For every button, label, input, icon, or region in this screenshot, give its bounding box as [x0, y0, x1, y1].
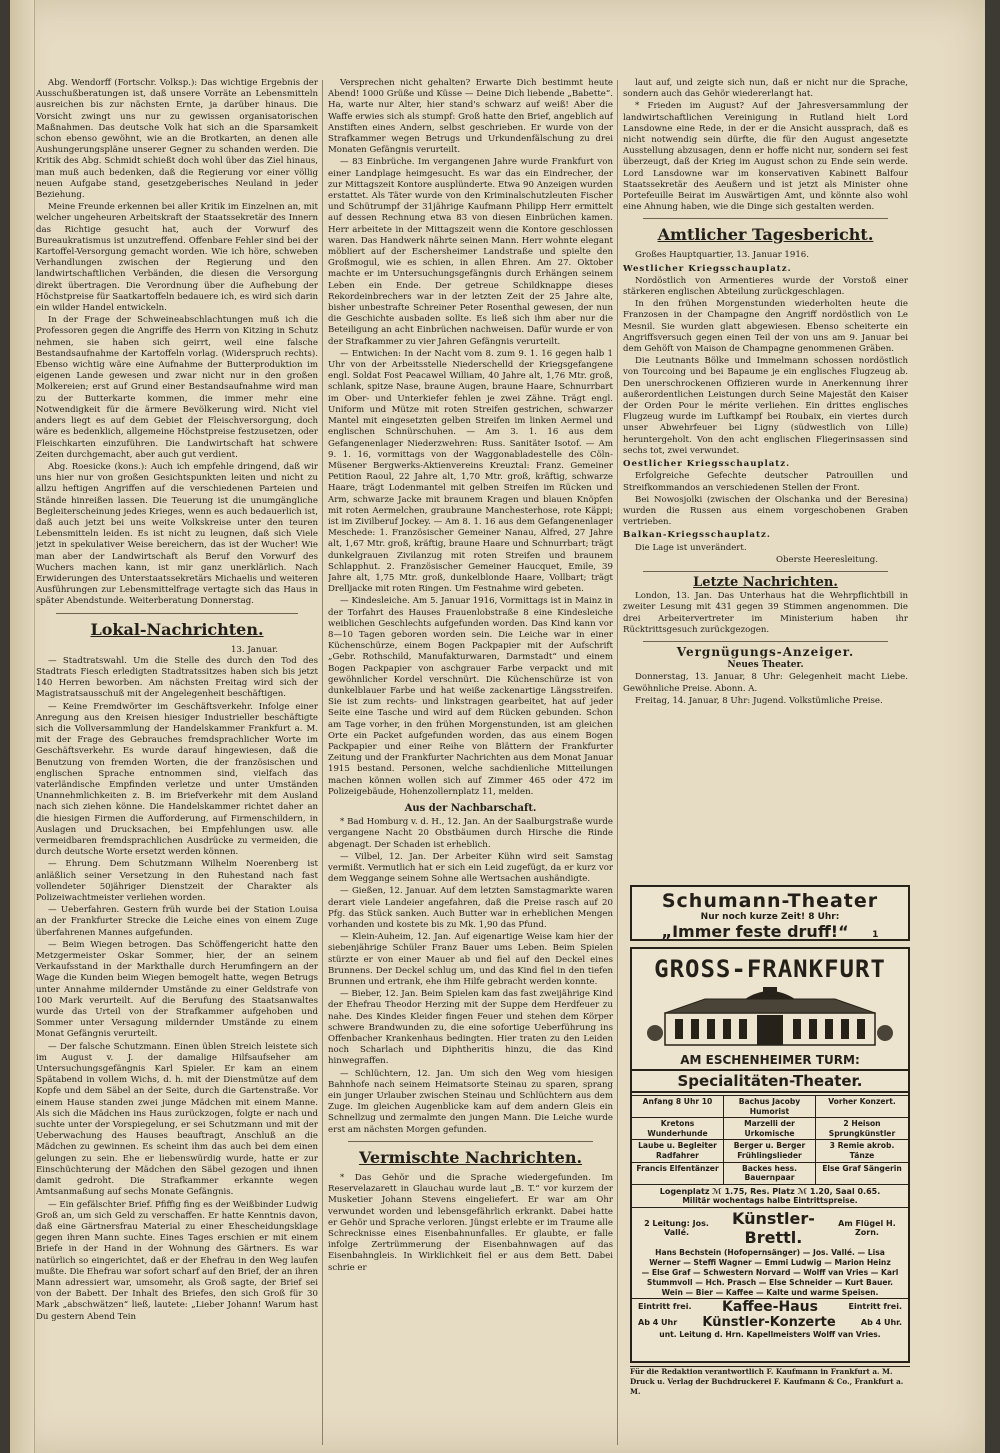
- news-item: — Bieber, 12. Jan. Beim Spielen kam das fast zweijährige Kind der Ehefrau Theodor Herzing mit der Suppe dem Herdfeuer zu nahe. Des Kindes Kleider fingen Feuer und stehen dem Körper schwere Brandwunden zu, die eine sofortige Ueberführung ins Offenbacher Krankenhaus bedingten. Hier traten zu den Leiden noch Scharlach und Diphtheritis hinzu, die das Kind hinwegraffen.: [328, 989, 613, 1067]
- news-item: — Vilbel, 12. Jan. Der Arbeiter Kühn wird seit Samstag vermißt. Vermutlich hat er sich ein Leid zugefügt, da er kurz vor dem Weggange seinem Sohne alle Wertsachen aushändigte.: [328, 851, 613, 885]
- ad-number: 1: [872, 930, 879, 940]
- price-list: [632, 1185, 908, 1208]
- news-item: — Gießen, 12. Januar. Auf dem letzten Samstagmarkte waren derart viele Landeier angefahren, daß die Preise rasch auf 20 Pfg. das Stück sanken. Auch Butter war in erheblichen Mengen vorhanden und kostete bis zu Mk. 1,90 das Pfund.: [328, 886, 613, 931]
- section-heading-tagesbericht: Amtlicher Tagesbericht.: [657, 225, 874, 245]
- news-item: — Keine Fremdwörter im Geschäftsverkehr. Infolge einer Anregung aus den Kreisen hiesiger Industrieller beschäftigte sich die Vollversammlung der Handelskammer Frankfurt a. M. mit der Frage des Gebrauches fremdsprachlicher Worte im Geschäftsverkehr. Es wurde darauf hingewiesen, daß die Benutzung von fremden Worten, die der französischen und englischen Sprache entnommen sind, vielfach das vaterländische Empfinden verletze und unter Umständen Unannehmlichkeiten z. B. im Briefverkehr mit dem Ausland nach sich ziehen könne. Die Handelskammer richtet daher an die hiesigen Firmen die Aufforderung, auf Firmenschildern, in Auslagen und Drucksachen, bei Empfehlungen usw. alle vermeidbaren fremdsprachlichen Ausdrücke zu vermeiden, die durch deutsche Worte ersetzt werden können.: [36, 701, 318, 858]
- program-cell: Vorher Konzert.: [816, 1095, 908, 1117]
- section-heading-nachbarschaft: Aus der Nachbarschaft.: [404, 803, 537, 814]
- kaffee-entry: Eintritt frei.: [848, 1302, 902, 1312]
- section-heading-vermischte: Vermischte Nachrichten.: [358, 1147, 583, 1167]
- ad-show-name: „Immer feste druff!“: [661, 922, 849, 941]
- konzerte-time: Ab 4 Uhr: [638, 1317, 678, 1327]
- report-paragraph: In den frühen Morgenstunden wiederholten heute die Franzosen in der Champagne den Angriff nordöstlich von Le Mesnil. Sie wurden glatt abgewiesen. Ebenso scheiterte ein Angriffsversuch gegen einen Teil der von uns am 9. Januar bei dem Gehöft von Maison de Champagne genommenen Gräben.: [623, 299, 908, 355]
- kuenstler-brettl-row: [632, 1208, 908, 1248]
- program-cell: Else Graf Sängerin: [816, 1162, 908, 1184]
- divider: [643, 218, 888, 219]
- program-grid: [632, 1095, 908, 1185]
- menu-line: Wein — Bier — Kaffee — Kalte und warme Speisen.: [661, 1287, 879, 1297]
- column-left: [36, 78, 318, 1450]
- report-paragraph: Nordöstlich von Armentieres wurde der Vorstoß einer stärkeren englischen Abteilung zurückgeschlagen.: [623, 275, 908, 298]
- news-item: — Klein-Auheim, 12. Jan. Auf eigenartige Weise kam hier der siebenjährige Schüler Franz Bauer ums Leben. Beim Spielen stürzte er von einer Mauer ab und fiel auf den Deckel eines Brunnens. Der Deckel schlug um, und das Kind fiel in den tiefen Brunnen und ertrank, ehe ihm Hilfe gebracht werden konnte.: [328, 932, 613, 988]
- kaffee-haus-row: [632, 1298, 908, 1315]
- ad-title: GROSS-FRANKFURT: [654, 955, 886, 983]
- news-item: * Das Gehör und die Sprache wiedergefunden. Im Reservelazarett in Glauchau wurde laut „B. T.“ vor kurzem der Musketier Johann Stevens eingeliefert. Er war am Ohr verwundet worden und lebensgefährlich erkrankt. Dabei hatte er Gehör und Sprache verloren. Jüngst erlebte er im Traume alle Schrecknisse eines Eisenbahnunfalles. Er glaubte, er falle infolge Zertrümmerung der Eisenbahnwagen auf das Eisenbahngleis. In Wirklichkeit fiel er aus dem Bett. Dabei schrie er: [328, 1172, 613, 1273]
- theater-heading: Neues Theater.: [727, 660, 804, 671]
- performer-line: Werner — Steffi Wagner — Emmi Ludwig — Marion Heinz: [649, 1257, 891, 1267]
- binding-edge: [10, 0, 35, 1453]
- program-cell: Marzelli der Urkomische: [724, 1117, 816, 1139]
- article-paragraph: Meine Freunde erkennen bei aller Kritik im Einzelnen an, mit welcher ungeheuren Arbeitskraft der Staatssekretär des Innern das Richtige gesucht hat, auch der Vorwurf des Bureaukratismus ist unzutreffend. Offenbare Fehler sind bei der Kartoffel-Versorgung gemacht worden. Wie ich höre, schweben Verhandlungen zwischen der Regierung und den landwirtschaftlichen Verbänden, die diesen die Versorgung direkt übertragen. Die Verordnung über die Aufhebung der Höchstpreise für Saatkartoffeln bedauere ich, es wird sich darin ein wilder Handel entwickeln.: [36, 202, 318, 314]
- kaffee-title: Kaffee-Haus: [722, 1298, 818, 1315]
- military-note: Militär wochentags halbe Eintrittspreise.: [682, 1195, 858, 1205]
- column-middle: [328, 78, 613, 1450]
- imprint-line: Für die Redaktion verantwortlich F. Kaufmann in Frankfurt a. M.: [630, 1367, 893, 1376]
- performer-line: Hans Bechstein (Hofopernsänger) — Jos. Vallé. — Lisa: [655, 1247, 885, 1257]
- news-item: laut auf, und zeigte sich nun, daß er nicht nur die Sprache, sondern auch das Gehör wiedererlangt hat.: [623, 78, 908, 100]
- advertisement-schumann: [630, 885, 910, 941]
- article-paragraph: Abg. Wendorff (Fortschr. Volksp.): Das wichtige Ergebnis der Ausschußberatungen ist, daß unsere Vorräte an Lebensmitteln ausreichen bis zur nächsten Ernte, ja darüber hinaus. Die Vorsicht zwingt uns nur zu gewissen organisatorischen Maßnahmen. Das deutsche Volk hat sich an die Sparsamkeit schon ebenso gewöhnt, wie an die Brotkarten, an denen alle Aushungerungspläne unserer Gegner zu schanden werden. Die Kritik des Abg. Schmidt schießt doch wohl über das Ziel hinaus, man muß auch bedenken, daß die Regierung vor einer völlig neuen Aufgabe stand, gesetzgeberisches Neuland in jeder Beziehung.: [36, 78, 318, 201]
- column-right: [623, 78, 908, 878]
- subsection-west: Westlicher Kriegsschauplatz.: [623, 263, 792, 274]
- report-paragraph: Die Leutnants Bölke und Immelmann schossen nordöstlich von Tourcoing und bei Bapaume je ein englisches Flugzeug ab. Den unerschrockenen Offizieren wurde in Anerkennung ihrer außerordentlichen Leistungen durch Seine Majestät den Kaiser der Orden Pour le mérite verliehen. Ein drittes englisches Flugzeug wurde im Luftkampf bei Roubaix, ein viertes durch unser Abwehrfeuer bei Ligny (südwestlich von Lille) heruntergeholt. Von den acht englischen Fliegerinsassen sind sechs tot, zwei verwundet.: [623, 356, 908, 456]
- divider: [643, 571, 888, 572]
- kaffee-entry: Eintritt frei.: [638, 1302, 692, 1312]
- news-item: — Kindesleiche. Am 5. Januar 1916, Vormittags ist in Mainz in der Torfahrt des Hauses Frauenlobstraße 8 eine Kindesleiche weiblichen Geschlechts aufgefunden worden. Das Kind kann vor 8—10 Tagen geboren worden sein. Die Leiche war in einer Küchenschürze, einem Bogen Packpapier mit der Aufschrift „Gebr. Rothschild, Manufakturwaren, Darmstadt“ und einem Bogen Packpapier von aschgrauer Farbe verpackt und mit gewöhnlicher Kordel verschnürt. Die Küchenschürze ist von dunkelblauer Farbe und hat weiße zackenartige Längsstreifen. Sie ist zum rechts- und linkstragen gearbeitet, hat auf jeder Seite eine Tasche und wird auf dem Rücken gebunden. Schon am Tage vorher, in den frühen Morgenstunden, ist am gleichen Orte ein Packet aufgefunden worden, das aus einem Bogen Packpapier und einer Reihe von Blättern der Frankfurter Zeitung und der Frankfurter Nachrichten aus dem Monat Januar 1915 bestand. Personen, welche sachdienliche Mitteilungen machen können wollen sich auf Zimmer 465 oder 472 im Polizeigebäude, Hohenzollernplatz 11, melden.: [328, 596, 613, 797]
- dateline: 13. Januar.: [230, 644, 278, 655]
- subsection-ost: Oestlicher Kriegsschauplatz.: [623, 459, 791, 470]
- newspaper-page: [10, 0, 985, 1453]
- program-cell: Backes hess. Bauernpaar: [724, 1162, 816, 1184]
- signature: Oberste Heeresleitung.: [775, 554, 878, 565]
- ad-theater-name: Specialitäten-Theater.: [632, 1069, 908, 1093]
- news-item: Versprechen nicht gehalten? Erwarte Dich bestimmt heute Abend! 1000 Grüße und Küsse — Deine Dich liebende „Babette“. Ha, warte nur Alter, hier stand's schwarz auf weiß! Aber die Waffe erwies sich als stumpf: Groß hatte den Brief, angeblich auf Anstiften eines Andern, selbst geschrieben. Er wurde von der Strafkammer wegen Betrugs und Urkundenfälschung zu drei Monaten Gefängnis verurteilt.: [328, 78, 613, 156]
- divider: [643, 641, 888, 642]
- kb-fluegel: Am Flügel H. Zorn.: [838, 1218, 896, 1237]
- kb-leitung: 2 Leitung: Jos. Vallé.: [644, 1218, 709, 1237]
- news-item: — Stadtratswahl. Um die Stelle des durch den Tod des Stadtrats Fiesch erledigten Stadtratssitzes haben sich bis jetzt 140 Herren beworben. Am nächsten Freitag wird sich der Magistratsausschuß mit der Angelegenheit beschäftigen.: [36, 655, 318, 700]
- column-rule: [322, 80, 323, 1445]
- ad-show-title: [632, 922, 908, 941]
- program-cell: Anfang 8 Uhr 10: [632, 1095, 724, 1117]
- prices-line: Logenplatz ℳ 1.75, Res. Platz ℳ 1.20, Saal 0.65.: [659, 1186, 881, 1196]
- news-item: — Ein gefälschter Brief. Pfiffig fing es der Weißbinder Ludwig Groß an, um sich Geld zu verschaffen. Er hatte Kenntnis davon, daß eine Gärtnersfrau Material zu einer Ehescheidungsklage gegen ihren Mann suchte. Eines Tages erschien er mit einem Briefe in der Hand in der Wohnung des Gärtners. Es war natürlich so eingerichtet, daß er der Ehefrau in den Weg laufen mußte. Die Ehefrau war sofort scharf auf den Brief, der an ihren Mann adressiert war, umsomehr, als Groß sagte, der Brief sei von der Babett. Der Inhalt des Briefes, den sich Groß für 30 Mark „abschwätzen“ ließ, lautete: „Lieber Johann! Warum hast Du gestern Abend Tein: [36, 1199, 318, 1322]
- news-item: * Frieden im August? Auf der Jahresversammlung der landwirtschaftlichen Vereinigung in Rutland hielt Lord Lansdowne eine Rede, in der er die Ansicht aussprach, daß es nicht notwendig sein dürfte, die für den August angesetzte Ausstellung abzusagen, denn er hoffe nicht nur, sondern sei fest überzeugt, daß der Krieg im August schon zu Ende sein werde. Lord Lansdowne war im konservativen Kabinett Balfour Staatssekretär des Aeußern und ist jetzt als Minister ohne Portefeuille Beirat im Auswärtigen Amt, und könnte also wohl eine Ahnung haben, wie die Dinge sich gestalten werden.: [623, 101, 908, 213]
- divider: [56, 613, 298, 614]
- article-paragraph: In der Frage der Schweineabschlachtungen muß ich die Professoren gegen die Angriffe des Herrn von Kitzing in Schutz nehmen, sie haben sich geirrt, weil eine falsche Bestandsaufnahme der Kartoffeln vorlag. (Widerspruch rechts). Ebenso wichtig wäre eine Aufnahme der Butterproduktion im eigenen Lande gewesen und zwar nicht nur in den großen Molkereien; erst auf Grund einer Bestandsaufnahme wird man zu der Butterkarte kommen, die immer mehr eine Notwendigkeit für die ärmere Bevölkerung wird. Nicht viel anders liegt es auf dem Gebiet der Fleischversorgung, doch wäre es bedenklich, allgemeine Höchstpreise festzusetzen, oder Fleischkarten einzuführen. Die Landwirtschaft hat schwere Zeiten durchgemacht, aber auch gut verdient.: [36, 315, 318, 460]
- program-cell: 2 Heison Sprungkünstler: [816, 1117, 908, 1139]
- imprint-line: Druck u. Verlag der Buchdruckerei F. Kaufmann & Co., Frankfurt a. M.: [630, 1377, 904, 1396]
- ad-subtitle: Nur noch kurze Zeit! 8 Uhr:: [700, 912, 840, 922]
- program-cell: Laube u. Begleiter Radfahrer: [632, 1139, 724, 1161]
- subsection-balkan: Balkan-Kriegsschauplatz.: [623, 530, 771, 541]
- news-item: * Bad Homburg v. d. H., 12. Jan. An der Saalburgstraße wurde vergangene Nacht 20 Obstbäumen durch Hirsche die Rinde abgenagt. Der Schaden ist erheblich.: [328, 817, 613, 850]
- news-item: — Beim Wiegen betrogen. Das Schöffengericht hatte den Metzgermeister Oskar Sommer, hier, der an seinem Verkaufsstand in der Markthalle durch Herumfingern an der Wage die Kunden beim Wiegen bemogelt hatte, wegen Betrugs unter Annahme mildernder Umstände zu einer Geldstrafe von 100 Mark verurteilt. Auf die Berufung des Staatsanwaltes wurde das Urteil von der Strafkammer aufgehoben und Sommer unter Versagung mildernder Umstände zu einem Monat Gefängnis verurteilt.: [36, 939, 318, 1040]
- theater-listing: Freitag, 14. Januar, 8 Uhr: Jugend. Volkstümliche Preise.: [635, 695, 883, 706]
- performer-list: [632, 1248, 908, 1298]
- news-item: — Schlüchtern, 12. Jan. Um sich den Weg vom hiesigen Bahnhofe nach seinem Heimatsorte Steinau zu sparen, sprang ein junger Urlauber zwischen Steinau und Schlüchtern aus dem Zuge. Im gleichen Augenblicke kam auf dem andern Gleis ein Schnellzug und zermalmte den jungen Mann. Die Leiche wurde erst am nächsten Morgen gefunden.: [328, 1068, 613, 1135]
- divider: [348, 1141, 593, 1142]
- ad-location: AM ESCHENHEIMER TURM:: [680, 1053, 860, 1067]
- building-illustration: [645, 985, 895, 1047]
- section-heading-lokal: Lokal-Nachrichten.: [90, 619, 264, 639]
- news-item: — Der falsche Schutzmann. Einen üblen Streich leistete sich im August v. J. der damalige Hilfsaufseher am Untersuchungsgefängnis Karl Spieler. Er kam an einem Spätabend in vollem Wichs, d. h. mit der Dienstmütze auf dem Kopfe und dem Säbel an der Seite, durch die Gartenstraße. Vor einem Hause standen zwei junge Mädchen mit einem Manne. Als sich die Mädchen ins Haus zurückzogen, folgte er nach und suchte unter der Vorspiegelung, er sei Schutzmann und mit der Ueberwachung des Hauses beauftragt, Anschluß an die Mädchen zu gewinnen. Es scheint ihm das auch bei dem einen gelungen zu sein. Ehe er liebenswürdig wurde, hatte er zur Einschüchterung der Mädchen den Säbel gezogen und ihnen damit gedroht. Die Strafkammer erkannte wegen Amtsanmaßung auf sechs Monate Gefängnis.: [36, 1041, 318, 1198]
- program-cell: Berger u. Berger Frühlingslieder: [724, 1139, 816, 1161]
- theater-listing: Donnerstag, 13. Januar, 8 Uhr: Gelegenheit macht Liebe. Gewöhnliche Preise. Abonn. A.: [623, 672, 908, 694]
- news-item: — 83 Einbrüche. Im vergangenen Jahre wurde Frankfurt von einer Landplage heimgesucht. Es war das ein Eindrecher, der zur Mittagszeit Kontore ausplünderte. Etwa 90 Anzeigen wurden erstattet. Als Täter wurde von den Kriminalschutzleuten Fischer und Schütrumpf der 31jährige Kaufmann Philipp Herr ermittelt auf dessen Rechnung etwa 83 von diesen Einbrüchen kamen. Herr arbeitete in der Mittagszeit wenn die Kontore geschlossen waren. Das Handwerk nährte seinen Mann. Herr wohnte elegant möbliert auf der Eschersheimer Landstraße und spielte den Großmogul, wie es schien, in allen Ehren. Am 27. Oktober machte er im Untersuchungsgefängnis durch Erhängen seinem Leben ein Ende. Der getreue Schildknappe dieses Rekordeinbrechers war in der letzten Zeit der 25 Jahre alte, bisher unbestrafte Schreiner Peter Rosenthal gewesen, der nun die Geschichte ausbaden sollte. Es ließ sich ihm aber nur die Beteiligung an acht Einbrüchen nachweisen. Dafür wurde er von der Strafkammer zu vier Jahren Gefängnis verurteilt.: [328, 157, 613, 347]
- program-cell: Bachus Jacoby Humorist: [724, 1095, 816, 1117]
- konzerte-time: Ab 4 Uhr.: [860, 1317, 902, 1327]
- news-item: — Entwichen: In der Nacht vom 8. zum 9. 1. 16 gegen halb 1 Uhr von der Arbeitsstelle Niederschelld der Kriegsgefangene engl. Soldat Fost Peacawel William, 40 Jahre alt, 1,76 Mtr. groß, schlank, spitze Nase, braune Augen, braune Haare, Schnurrbart im Ober- und Unterkiefer fehlen je zwei Zähne. Trägt engl. Uniform und Mütze mit roten Streifen gestrichen, schwarzer Mantel mit eingesetzten gelben Streifen im linken Aermel und englischen Schnürschuhen. — Am 3. 1. 16 aus dem Gefangenenlager Niederzwehren: Russ. Sanitäter Isotof. — Am 9. 1. 16, vormittags von der Waggonabladestelle des Cöln-Müsener Bergwerks-Aktienvereins Kreuztal: Franz. Gemeiner Petition Raoul, 22 Jahre alt, 1,70 Mtr. groß, kräftig, schwarze Haare, trägt Lodenmantel mit gelben Streifen im Rücken und Arm, schwarze Jacke mit braunem Kragen und blauen Knöpfen mit roten Aermelchen, graubraune Manchesterhose, rote Käppi; ist im Zivilberuf Jockey. — Am 8. 1. 16 aus dem Gefangenenlager Meschede: 1. Französischer Gemeiner Nanau, Alfred, 27 Jahre alt, 1,67 Mtr. groß, kräftig, braune Haare und Schnurrbart; trägt dunkelgrauen Zivilanzug mit roten Streifen und braunem Schlapphut. 2. Französischer Gemeiner Haucquet, Emile, 39 Jahre alt, 1,75 Mtr. groß, dunkelblonde Haare, Vollbart; trägt Drelljacke mit roten Ringen. Um Festnahme wird gebeten.: [328, 348, 613, 595]
- program-cell: 3 Remie akrob. Tänze: [816, 1139, 908, 1161]
- kb-title: Künstler-Brettl.: [731, 1208, 815, 1247]
- konzerte-title: Künstler-Konzerte: [702, 1314, 836, 1330]
- program-cell: Francis Elfentänzer: [632, 1162, 724, 1184]
- imprint: [630, 1366, 910, 1397]
- konzerte-row: [632, 1315, 908, 1330]
- report-paragraph: Bei Nowosjolki (zwischen der Olschanka und der Beresina) wurden die Russen aus einem vorgeschobenen Graben vertrieben.: [623, 494, 908, 528]
- section-heading-vergnuegungen: Vergnügungs-Anzeiger.: [676, 644, 855, 659]
- column-rule: [617, 80, 618, 1445]
- report-paragraph: Die Lage ist unverändert.: [635, 542, 747, 553]
- news-item: London, 13. Jan. Das Unterhaus hat die Wehrpflichtbill in zweiter Lesung mit 431 gegen 39 Stimmen angenommen. Die drei Arbeitervertreter im Ministerium haben ihr Rücktrittsgesuch zurückgezogen.: [623, 591, 908, 635]
- news-item: — Ehrung. Dem Schutzmann Wilhelm Noerenberg ist anläßlich seiner Versetzung in den Ruhestand nach fast vollendeter 50jähriger Dienstzeit der Charakter als Polizeiwachtmeister verliehen worden.: [36, 859, 318, 904]
- dateline: Großes Hauptquartier, 13. Januar 1916.: [635, 250, 810, 261]
- ad-title: Schumann-Theater: [661, 890, 879, 912]
- advertisement-gross-frankfurt: [630, 947, 910, 1363]
- report-paragraph: Erfolgreiche Gefechte deutscher Patrouillen und Streifkommandos an verschiedenen Stellen der Front.: [623, 471, 908, 493]
- performer-line: Stummvoll — Hch. Prasch — Else Schneider — Kurt Bauer.: [646, 1277, 894, 1287]
- performer-line: — Else Graf — Schwestern Norvard — Wolff van Vries — Karl: [641, 1267, 899, 1277]
- program-cell: Kretons Wunderhunde: [632, 1117, 724, 1139]
- konzerte-leitung: unt. Leitung d. Hrn. Kapellmeisters Wolff van Vries.: [659, 1329, 881, 1339]
- article-paragraph: Abg. Roesicke (kons.): Auch ich empfehle dringend, daß wir uns hier nur von großen Gesichtspunkten leiten und nicht zu allzu heftigen Angriffen auf die verschiedenen Parteien und Stände hinreißen lassen. Die Teuerung ist die unumgängliche Begleiterscheinung jedes Krieges, wenn es auch bedauerlich ist, daß auch jetzt bei uns weite Volkskreise unter den teuren Lebensmitteln leiden. Es ist nicht zu leugnen, daß sich Viele jetzt in spekulativer Weise bereichern, das ist der Wucher! Wie man aber der Landwirtschaft als Beruf den Vorwurf des Wuchers machen kann, ist mir ganz unerklärlich. Nach Erwiderungen des Unterstaatssekretärs Michaelis und weiteren Ausführungen zur Lebensmittelfrage vertagte sich das Haus in später Abendstunde. Weiterberatung Donnerstag.: [36, 461, 318, 607]
- section-heading-letzte: Letzte Nachrichten.: [693, 574, 838, 590]
- news-item: — Ueberfahren. Gestern früh wurde bei der Station Louisa an der Frankfurter Strecke die Leiche eines von einem Zuge überfahrenen Mannes aufgefunden.: [36, 905, 318, 938]
